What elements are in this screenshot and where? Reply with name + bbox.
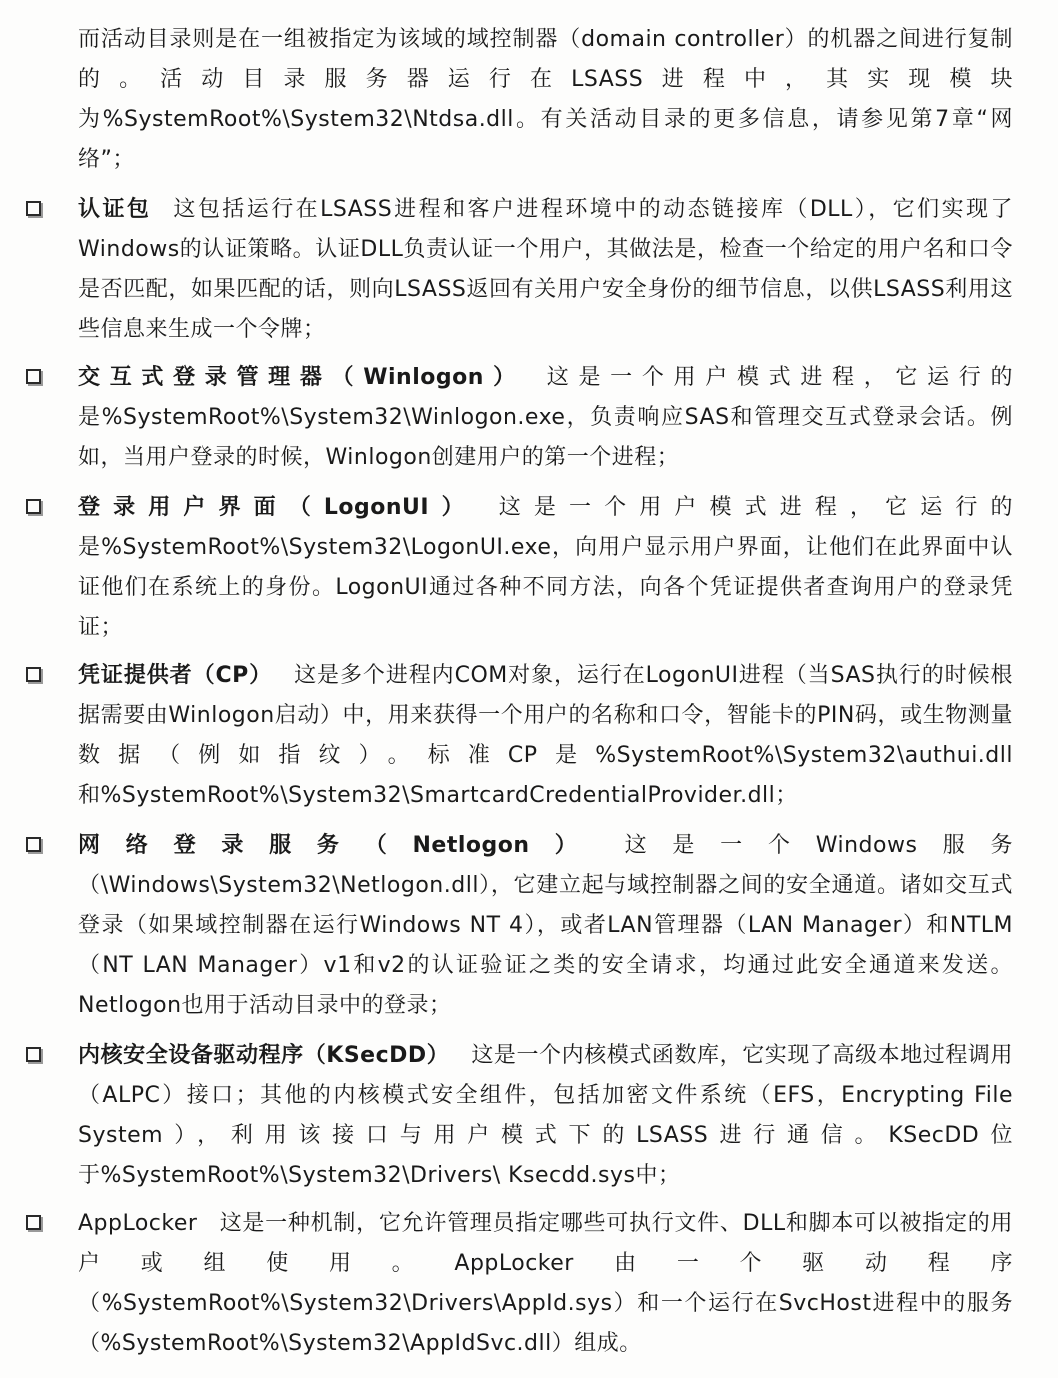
list-item-text bbox=[78, 826, 1013, 1026]
term-description: 这是一个用户模式进程，它运行的是%SystemRoot%\System32\LogonUI.exe，向用户显示用户界面，让他们在此界面中认证他们在系统上的身份。LogonUI通过各种不同方法，向各个凭证提供者查询用户的登录凭证； bbox=[78, 495, 1013, 640]
term-label: AppLocker bbox=[78, 1211, 198, 1236]
list-item-text bbox=[78, 1036, 1013, 1196]
checkbox-bullet-icon bbox=[26, 1047, 41, 1062]
term-label: 认证包 bbox=[78, 197, 152, 222]
term-label: 凭证提供者（CP） bbox=[78, 663, 273, 688]
term-description: 这包括运行在LSASS进程和客户进程环境中的动态链接库（DLL），它们实现了Windows的认证策略。认证DLL负责认证一个用户，其做法是，检查一个给定的用户名和口令是否匹配，如果匹配的话，则向LSASS返回有关用户安全身份的细节信息，以供LSASS利用这些信息来生成一个令牌； bbox=[78, 197, 1013, 342]
list-item-text bbox=[78, 190, 1013, 350]
term-description: 这是一个Windows服务（\Windows\System32\Netlogon.dll），它建立起与域控制器之间的安全通道。诸如交互式登录（如果域控制器在运行Windows NT 4），或者LAN管理器（LAN Manager）和NTLM（NT LAN Manager）v1和v2的认证验证之类的安全请求，均通过此安全通道来发送。Netlogon也用于活动目录中的登录； bbox=[78, 833, 1013, 1018]
term-label: 登录用户界面（LogonUI） bbox=[78, 495, 477, 520]
list-item-text bbox=[78, 656, 1013, 816]
checkbox-bullet-icon bbox=[26, 369, 41, 384]
term-label: 交互式登录管理器（Winlogon） bbox=[78, 365, 525, 390]
checkbox-bullet-icon bbox=[26, 667, 41, 682]
list-item-text bbox=[78, 358, 1013, 478]
term-label: 内核安全设备驱动程序（KSecDD） bbox=[78, 1043, 450, 1068]
checkbox-bullet-icon bbox=[26, 837, 41, 852]
term-description: 这是多个进程内COM对象，运行在LogonUI进程（当SAS执行的时候根据需要由Winlogon启动）中，用来获得一个用户的名称和口令，智能卡的PIN码，或生物测量数据（例如指纹）。标准CP是%SystemRoot%\System32\authui.dll和%SystemRoot%\System32\SmartcardCredentialProvider.dll； bbox=[78, 663, 1013, 808]
list-item-text bbox=[78, 1204, 1013, 1364]
checkbox-bullet-icon bbox=[26, 201, 41, 216]
checkbox-bullet-icon bbox=[26, 499, 41, 514]
term-description: 这是一种机制，它允许管理员指定哪些可执行文件、DLL和脚本可以被指定的用户或组使用。AppLocker由一个驱动程序（%SystemRoot%\System32\Drivers\AppId.sys）和一个运行在SvcHost进程中的服务（%SystemRoot%\System32\AppIdSvc.dll）组成。 bbox=[78, 1211, 1013, 1356]
term-description: 这是一个内核模式函数库，它实现了高级本地过程调用（ALPC）接口；其他的内核模式安全组件，包括加密文件系统（EFS，Encrypting File System），利用该接口与用户模式下的LSASS进行通信。KSecDD位于%SystemRoot%\System32\Drivers\ Ksecdd.sys中； bbox=[78, 1043, 1013, 1188]
term-description: 这是一个用户模式进程，它运行的是%SystemRoot%\System32\Winlogon.exe，负责响应SAS和管理交互式登录会话。例如，当用户登录的时候，Winlogon创建用户的第一个进程； bbox=[78, 365, 1013, 470]
intro-paragraph: 而活动目录则是在一组被指定为该域的域控制器（domain controller）的机器之间进行复制的。活动目录服务器运行在LSASS进程中，其实现模块为%SystemRoot%\System32\Ntdsa.dll。有关活动目录的更多信息，请参见第7章“网络”； bbox=[78, 27, 1013, 172]
term-label: 网络登录服务（Netlogon） bbox=[78, 833, 603, 858]
list-item-text bbox=[78, 488, 1013, 648]
checkbox-bullet-icon bbox=[26, 1215, 41, 1230]
